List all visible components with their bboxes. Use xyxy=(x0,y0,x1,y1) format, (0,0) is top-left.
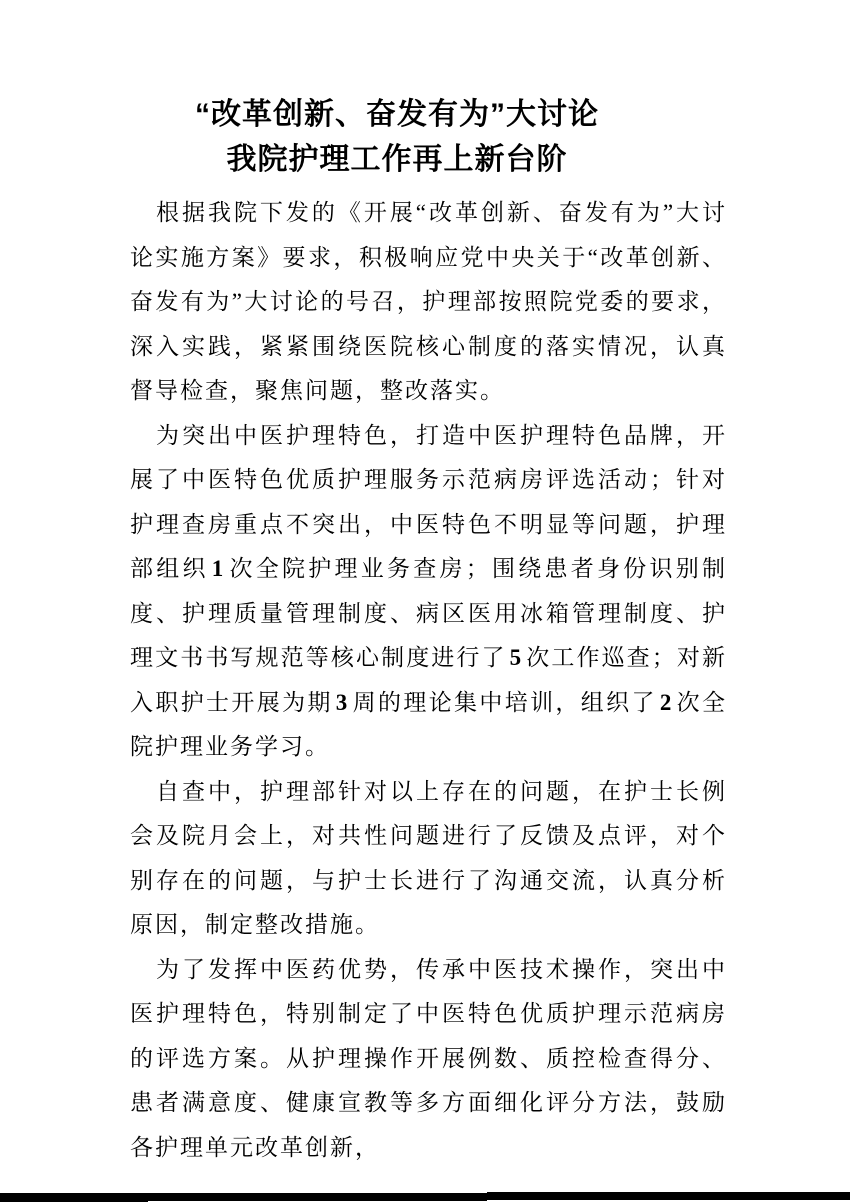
paragraph-3: 自查中，护理部针对以上存在的问题，在护士长例会及院月会上，对共性问题进行了反馈及点评，对个别存在的问题，与护士长进行了沟通交流，认真分析原因，制定整改措施。 xyxy=(130,778,727,937)
title-line-1: “改革创新、奋发有为”大讨论 xyxy=(195,98,599,131)
paragraph-1: 根据我院下发的《开展“改革创新、奋发有为”大讨论实施方案》要求，积极响应党中央关于“改革创新、奋发有为”大讨论的号召，护理部按照院党委的要求，深入实践，紧紧围绕医院核心制度的落实情况，认真督导检查，聚焦问题，整改落实。 xyxy=(130,200,727,403)
document-body xyxy=(130,191,727,1170)
page-bottom-edge-middle xyxy=(148,1193,487,1201)
page-bottom-edge-right xyxy=(487,1192,850,1200)
paragraph-2: 为突出中医护理特色，打造中医护理特色品牌，开展了中医特色优质护理服务示范病房评选活动；针对护理查房重点不突出，中医特色不明显等问题，护理部组织 1 次全院护理业务查房；围绕患者身份识别制度、护理质量管理制度、病区医用冰箱管理制度、护理文书书写规范等核心制度进行了 5 次工作巡查；对新入职护士开展为期 3 周的理论集中培训，组织了 2 次全院护理业务学习。 xyxy=(130,422,728,759)
title-line-2: 我院护理工作再上新台阶 xyxy=(226,143,568,176)
document-title xyxy=(0,92,822,182)
paragraph-4: 为了发挥中医药优势，传承中医技术操作，突出中医护理特色，特别制定了中医特色优质护理示范病房的评选方案。从护理操作开展例数、质控检查得分、患者满意度、健康宣教等多方面细化评分方法，鼓励各护理单元改革创新， xyxy=(130,956,727,1160)
page-bottom-edge-left xyxy=(0,1193,148,1202)
